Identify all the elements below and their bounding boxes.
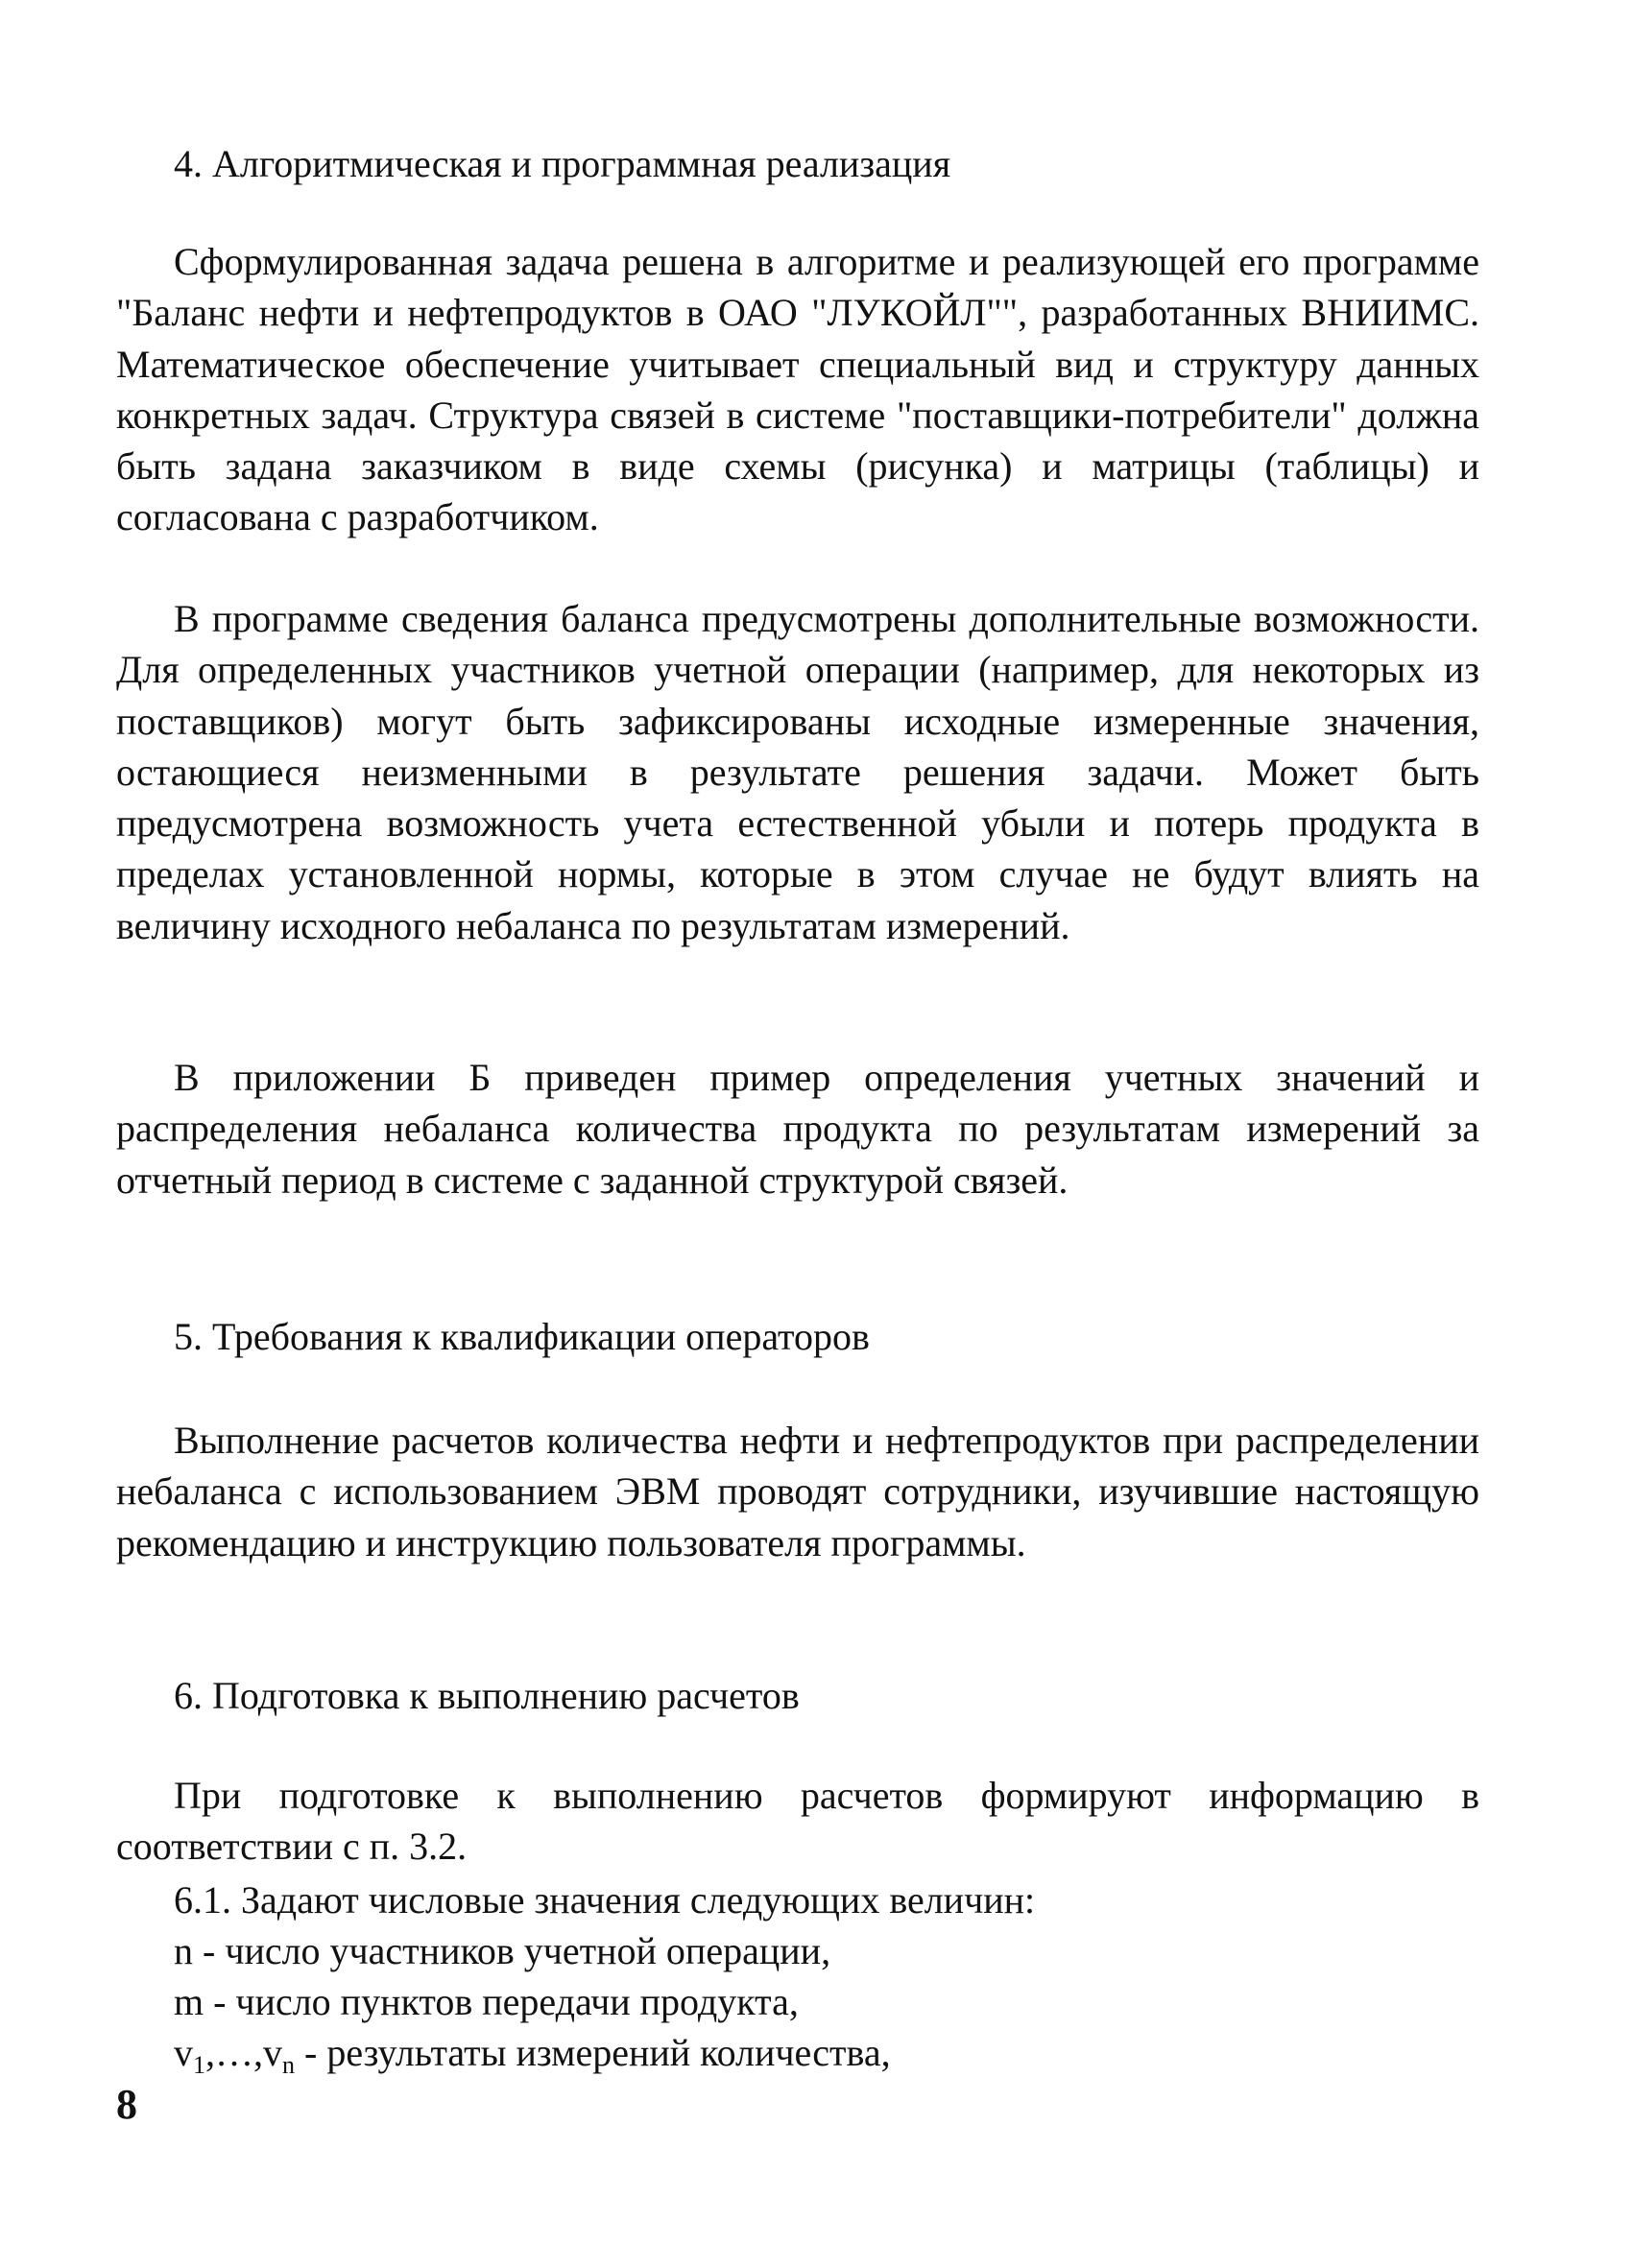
list-item-measurements bbox=[174, 2027, 1460, 2078]
section-6-paragraph-1: При подготовке к выполнению расчетов формируют информацию в соответствии с п. 3.2. bbox=[116, 1774, 1479, 1869]
section-4-paragraph-3: В приложении Б приведен пример определения учетных значений и распределения небаланса количества продукта по результатам измерений за отчетный период в системе с заданной структурой связей. bbox=[116, 1056, 1479, 1202]
list-item: n - число участников учетной операции, bbox=[174, 1929, 831, 1972]
subscript-n: n bbox=[282, 2051, 295, 2079]
subscript-1: 1 bbox=[193, 2051, 205, 2079]
list-item: m - число пунктов передачи продукта, bbox=[174, 1980, 799, 2023]
section-4-heading: 4. Алгоритмическая и программная реализация bbox=[174, 142, 951, 185]
section-5-heading: 5. Требования к квалификации операторов bbox=[174, 1315, 870, 1358]
section-4-paragraph-2: В программе сведения баланса предусмотрены дополнительные возможности. Для определенных участников учетной операции (например, для некоторых из поставщиков) могут быть зафиксированы исходные измеренные значения, остающиеся неизменными в результате решения задачи. Может быть предусмотрена возможность учета естественной убыли и потерь продукта в пределах установленной нормы, которые в этом случае не будут влиять на величину исходного небаланса по результатам измерений. bbox=[116, 597, 1479, 947]
section-4-paragraph-1: Сформулированная задача решена в алгоритме и реализующей его программе "Баланс нефти и нефтепродуктов в ОАО "ЛУКОЙЛ"", разработанных ВНИИМС. Математическое обеспечение учитывает специальный вид и структуру данных конкретных задач. Структура связей в системе "поставщики-потребители" должна быть задана заказчиком в виде схемы (рисунка) и матрицы (таблицы) и согласована с разработчиком. bbox=[116, 240, 1479, 539]
section-6-heading: 6. Подготовка к выполнению расчетов bbox=[174, 1674, 800, 1717]
variable-v: v bbox=[174, 2031, 193, 2074]
section-5-paragraph-1: Выполнение расчетов количества нефти и нефтепродуктов при распределении небаланса с использованием ЭВМ проводят сотрудники, изучившие настоящую рекомендацию и инструкцию пользователя программы. bbox=[116, 1419, 1479, 1564]
measurements-description: - результаты измерений количества, bbox=[295, 2031, 891, 2074]
variable-range: ,…,v bbox=[205, 2031, 282, 2074]
item-6-1: 6.1. Задают числовые значения следующих величин: bbox=[174, 1878, 1036, 1922]
page-number: 8 bbox=[116, 2081, 137, 2128]
